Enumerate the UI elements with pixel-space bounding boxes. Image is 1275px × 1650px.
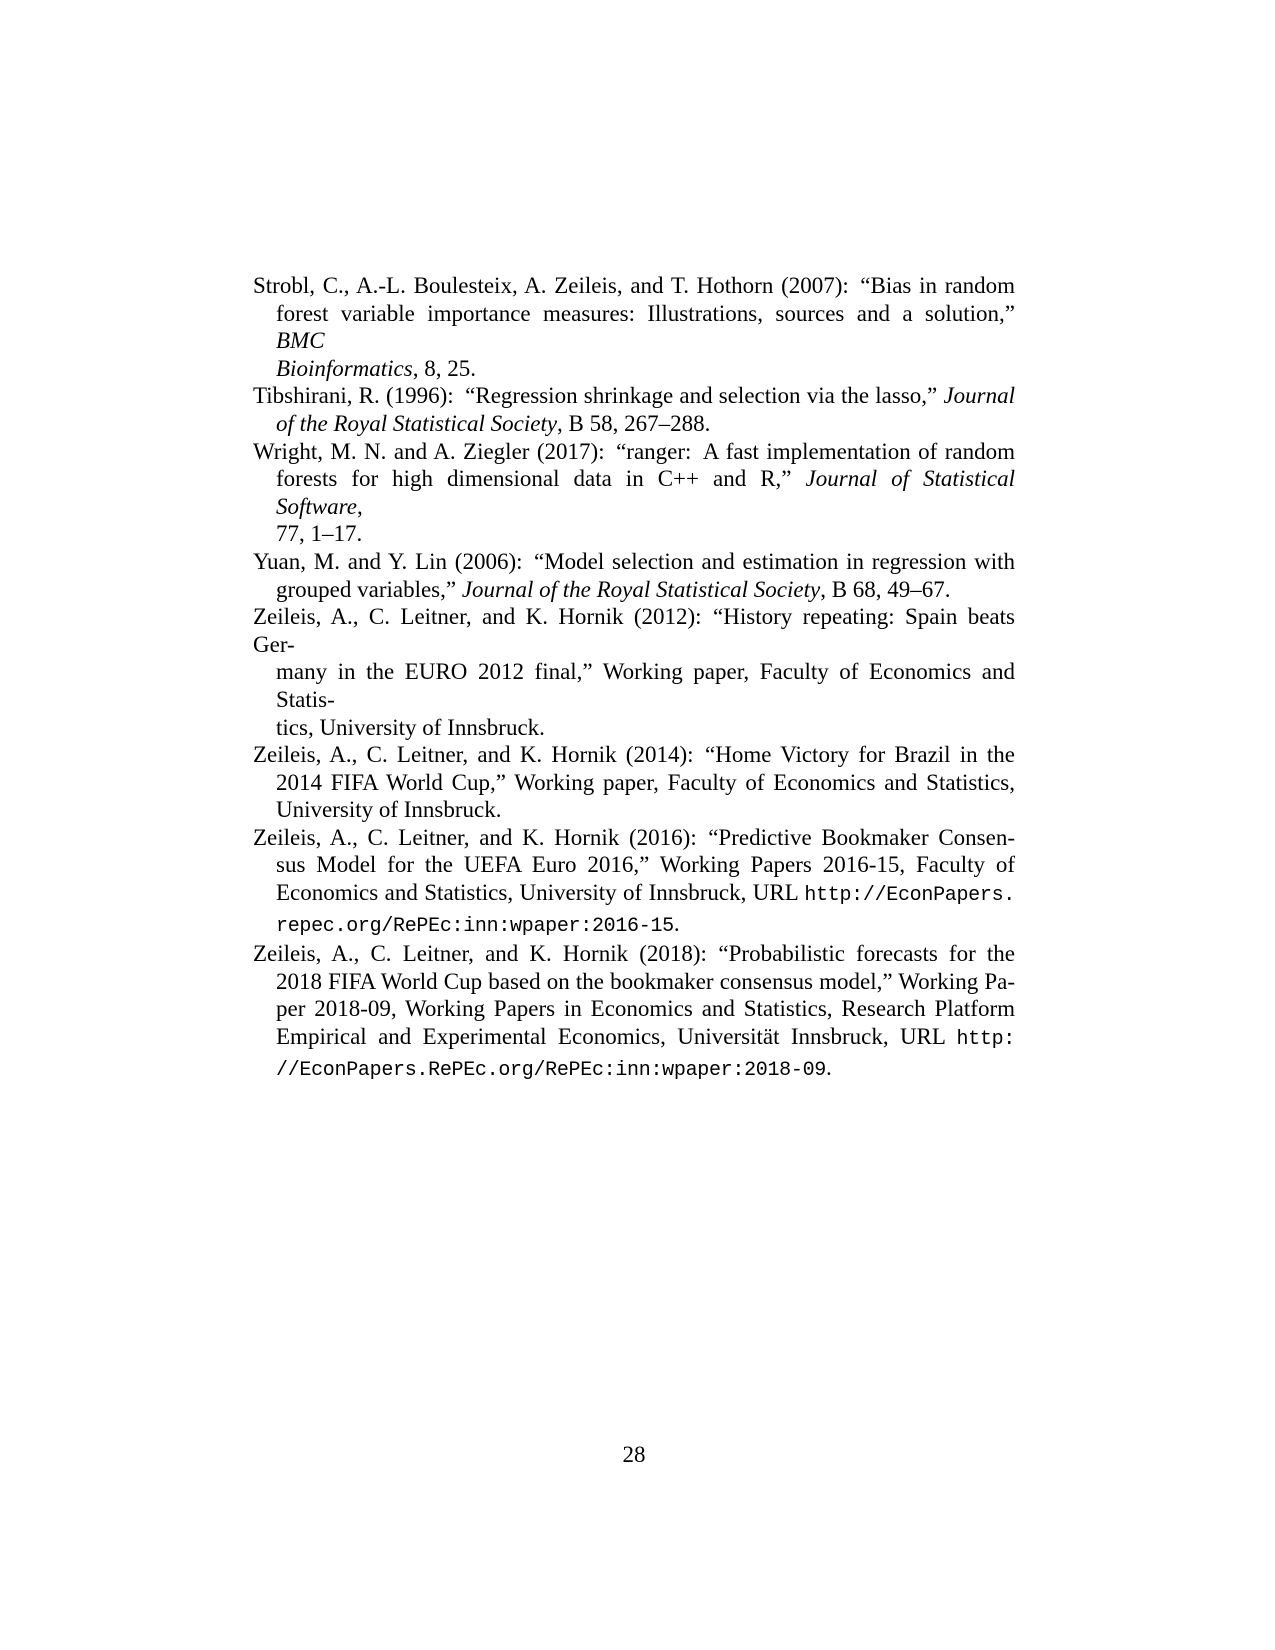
- reference-line: [253, 382, 1015, 410]
- text-segment: sus Model for the UEFA Euro 2016,” Working Papers 2016-15, Faculty of: [276, 852, 1015, 878]
- text-segment: 2014 FIFA World Cup,” Working paper, Faculty of Economics and Statistics,: [276, 769, 1015, 795]
- reference-line: [253, 769, 1015, 797]
- text-segment: , B 68, 49–67.: [820, 576, 951, 602]
- url-link[interactable]: repec.org/RePEc:inn:wpaper:2016-15: [276, 914, 674, 938]
- text-segment: forests for high dimensional data in C++ and R,”: [276, 466, 806, 492]
- reference-line: [253, 658, 1015, 713]
- journal-title: Bioinformatics: [276, 355, 413, 381]
- text-segment: Wright, M. N. and A. Ziegler (2017): “ranger: A fast implementation of random: [253, 438, 1015, 464]
- text-segment: Zeileis, A., C. Leitner, and K. Hornik (2012): “History repeating: Spain beats Ger-: [253, 604, 1015, 657]
- reference-entry: [253, 272, 1015, 382]
- reference-line: [253, 714, 1015, 742]
- text-segment: tics, University of Innsbruck.: [276, 714, 545, 740]
- reference-line: [253, 851, 1015, 879]
- text-segment: .: [673, 910, 680, 936]
- reference-line: [253, 300, 1015, 355]
- text-segment: Zeileis, A., C. Leitner, and K. Hornik (2018): “Probabilistic forecasts for the: [253, 941, 1015, 967]
- reference-line: [253, 520, 1015, 548]
- url-link[interactable]: //EconPapers.RePEc.org/RePEc:inn:wpaper:2018-09: [276, 1058, 826, 1082]
- text-segment: grouped variables,”: [276, 576, 462, 602]
- reference-line: [253, 796, 1015, 824]
- text-segment: Zeileis, A., C. Leitner, and K. Hornik (2016): “Predictive Bookmaker Consen-: [253, 824, 1015, 850]
- journal-title: Journal of the Royal Statistical Society: [461, 576, 821, 602]
- reference-line: [253, 355, 1015, 383]
- text-segment: Empirical and Experimental Economics, Universität Innsbruck, URL: [276, 1024, 957, 1050]
- reference-line: [253, 272, 1015, 300]
- reference-line: [253, 1054, 1015, 1085]
- reference-entry: [253, 824, 1015, 940]
- reference-line: [253, 576, 1015, 604]
- url-link[interactable]: http:: [956, 1028, 1015, 1052]
- text-segment: University of Innsbruck.: [276, 797, 502, 823]
- reference-entry: [253, 741, 1015, 824]
- text-segment: 2018 FIFA World Cup based on the bookmaker consensus model,” Working Pa-: [276, 968, 1015, 994]
- text-segment: Tibshirani, R. (1996): “Regression shrinkage and selection via the lasso,”: [253, 383, 944, 409]
- reference-line: [253, 741, 1015, 769]
- journal-title: Journal: [943, 383, 1015, 409]
- reference-line: [253, 940, 1015, 968]
- reference-line: [253, 910, 1015, 941]
- journal-title: of the Royal Statistical Society: [276, 410, 558, 436]
- text-segment: forest variable importance measures: Illustrations, sources and a solution,”: [276, 300, 1015, 326]
- text-segment: many in the EURO 2012 final,” Working paper, Faculty of Economics and Statis-: [276, 659, 1015, 712]
- text-segment: , B 58, 267–288.: [557, 410, 711, 436]
- reference-line: [253, 410, 1015, 438]
- reference-entry: [253, 603, 1015, 741]
- reference-line: [253, 824, 1015, 852]
- text-segment: 77, 1–17.: [276, 521, 363, 547]
- journal-title: BMC: [276, 328, 325, 354]
- reference-line: [253, 968, 1015, 996]
- journal-title: Journal of Statistical Software: [276, 466, 1015, 519]
- text-segment: Strobl, C., A.-L. Boulesteix, A. Zeileis, and T. Hothorn (2007): “Bias in random: [253, 273, 1015, 298]
- reference-line: [253, 465, 1015, 520]
- references-list: [253, 272, 1015, 1084]
- text-segment: .: [826, 1054, 832, 1080]
- text-segment: Economics and Statistics, University of Innsbruck, URL: [276, 880, 805, 906]
- reference-line: [253, 1023, 1015, 1054]
- reference-entry: [253, 438, 1015, 548]
- reference-line: [253, 995, 1015, 1023]
- reference-line: [253, 548, 1015, 576]
- text-segment: Zeileis, A., C. Leitner, and K. Hornik (2014): “Home Victory for Brazil in the: [253, 742, 1015, 768]
- text-segment: per 2018-09, Working Papers in Economics and Statistics, Research Platform: [276, 996, 1015, 1022]
- reference-entry: [253, 382, 1015, 437]
- page-number: 28: [622, 1442, 646, 1467]
- text-segment: ,: [356, 493, 363, 519]
- reference-entry: [253, 940, 1015, 1084]
- reference-line: [253, 438, 1015, 466]
- reference-line: [253, 879, 1015, 910]
- text-segment: , 8, 25.: [412, 355, 476, 381]
- text-segment: Yuan, M. and Y. Lin (2006): “Model selection and estimation in regression with: [253, 548, 1015, 574]
- reference-line: [253, 603, 1015, 658]
- url-link[interactable]: http://EconPapers.: [804, 884, 1015, 908]
- reference-entry: [253, 548, 1015, 603]
